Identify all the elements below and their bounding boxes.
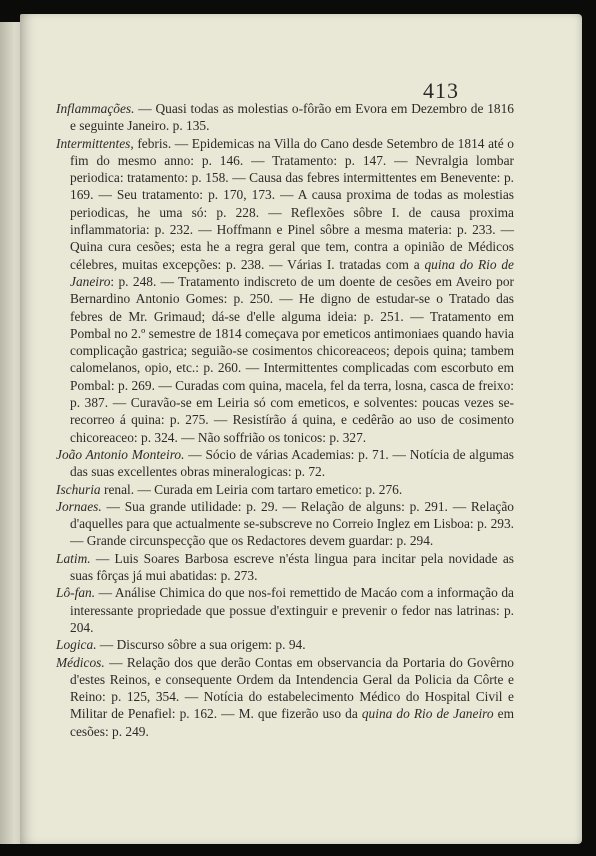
index-entry — [56, 654, 514, 740]
index-entry — [56, 584, 514, 636]
entry-text: — Sua grande utilidade: p. 29. — Relação de alguns: p. 291. — Relação d'aquelles para que actualmente se-subscreve no Correio Inglez em Lisboa: p. 293. — Grande circunspecção que os Redactores devem guardar: p. 294. — [70, 498, 514, 549]
entry-text: — Discurso sôbre a sua origem: p. 94. — [96, 637, 306, 653]
entry-italic-text: quina do Rio de Janeiro — [361, 706, 494, 722]
page-number: 413 — [423, 78, 459, 103]
entry-heading: Logica. — [56, 637, 97, 653]
entry-heading: Médicos. — [56, 654, 105, 670]
index-entries — [56, 100, 514, 740]
entry-heading: Jornaes. — [56, 498, 102, 514]
entry-text: renal. — Curada em Leiria com tartaro emetico: p. 276. — [100, 481, 403, 497]
index-entry — [56, 550, 514, 585]
entry-heading: Lô-fan. — [56, 585, 96, 601]
entry-italic-text: quina do Rio de Janeiro — [70, 256, 514, 289]
index-entry — [56, 636, 514, 653]
entry-text-continued: : p. 248. — Tratamento indiscreto de um doente de cesões em Aveiro por Bernardino Antonio Gomes: p. 250. — He digno de estudar-se o Tratado das febres de Mr. Grimaud; dá-se d'elle alguma ideia: p. 251. — Tratamento em Pombal no 2.º semestre de 1814 começava por emeticos antimoniaes quando havia complicação gastrica; seguião-se cosimentos chicoreaceos; depois quina; tambem calomelanos, opio, etc.: p. 260. — Intermittentes complicadas com escorbuto em Pombal: p. 269. — Curadas com quina, macela, fel da terra, losna, casca de freixo: p. 387. — Curavão-se em Leiria só com emeticos, e solventes: poucas vezes se-recorreo á quina: p. 275. — Resistírão á quina, e cedêrão ao uso de cosimento chicoreaceo: p. 324. — Não soffrião os tonicos: p. 327. — [70, 273, 514, 445]
entry-heading: João Antonio Monteiro. — [56, 446, 185, 462]
entry-text: — Relação dos que derão Contas em observancia da Portaria do Govêrno d'estes Reinos, e consequente Ordem da Intendencia Geral da Policia da Côrte e Reino: p. 125, 354. — Notícia do estabelecimento Médico do Hospital Civil e Militar de Penafiel: p. 162. — M. que fizerão uso da — [70, 654, 514, 722]
index-entry — [56, 481, 514, 498]
entry-heading: Inflammações. — [56, 101, 135, 116]
entry-text-continued: em cesões: p. 249. — [70, 706, 514, 739]
index-entry — [56, 498, 514, 550]
entry-heading: Intermittentes — [56, 135, 131, 151]
entry-text: — Sócio de várias Academias: p. 71. — Notícia de algumas das suas excellentes obras mineralogicas: p. 72. — [70, 446, 514, 480]
entry-text: , febris. — Epidemicas na Villa do Cano desde Setembro de 1814 até o fim do mesmo anno: p. 146. — Tratamento: p. 147. — Nevralgia lombar periodica: tratamento: p. 158. — Causa das febres intermittentes em Benevente: p. 169. — Seu tratamento: p. 170, 173. — A causa proxima de todas as molestias periodicas, he uma só: p. 228. — Reflexões sôbre I. de causa proxima inflammatoria: p. 232. — Hoffmann e Pinel sôbre a mesma materia: p. 233. — Quina cura cesões; esta he a regra geral que tem, contra a opinião de Médicos célebres, muitas excepções: p. 238. — Várias I. tratadas com a — [70, 135, 514, 272]
entry-text: — Análise Chimica do que nos-foi remettido de Macáo com a informação da interessante propriedade que possue d'extinguir e prevenir o fedor nas latrinas: p. 204. — [70, 585, 514, 635]
index-entry — [56, 446, 514, 481]
index-entry — [56, 135, 514, 446]
entry-text: — Luis Soares Barbosa escreve n'ésta lingua para incitar pela novidade as suas fôrças já mui abatidas: p. 273. — [70, 550, 514, 584]
entry-heading: Latim. — [56, 550, 91, 566]
index-entry — [56, 100, 514, 135]
entry-heading: Ischuria — [56, 481, 101, 497]
entry-text: — Quasi todas as molestias o-fôrão em Evora em Dezembro de 1816 e seguinte Janeiro. p. 135. — [70, 101, 514, 134]
